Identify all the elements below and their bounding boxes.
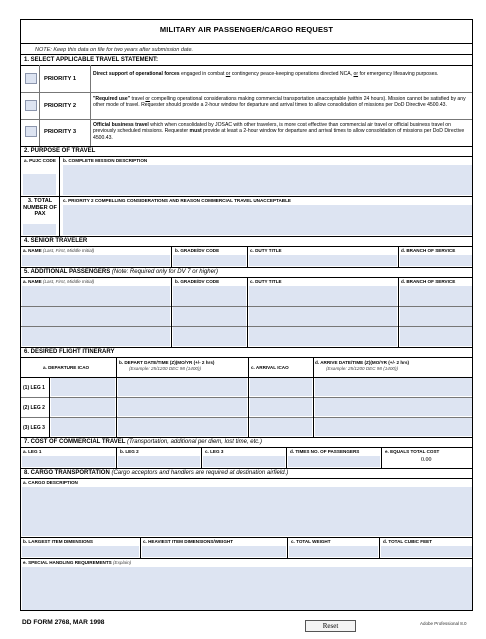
divider: [171, 246, 172, 267]
divider: [21, 43, 472, 44]
section-1-heading: 1. SELECT APPLICABLE TRAVEL STATEMENT:: [24, 57, 159, 63]
cost-leg-2-label: b. LEG 2: [120, 449, 139, 454]
largest-item-field[interactable]: [22, 546, 139, 557]
arrival-icao-label: c. ARRIVAL ICAO: [251, 365, 289, 370]
divider: [21, 468, 472, 469]
total-cost-value: 0.00: [421, 457, 432, 463]
senior-name-field[interactable]: [22, 255, 170, 266]
senior-branch-field[interactable]: [400, 255, 472, 266]
priority-1-label: PRIORITY 1: [44, 76, 77, 82]
special-handling-label: e. SPECIAL HANDLING REQUIREMENTS (Explain): [23, 560, 132, 565]
depart-datetime-label: b. DEPART DATE/TIME (Z)(MO/YR (+/- 2 hrs): [119, 360, 215, 365]
senior-duty-label: c. DUTY TITLE: [250, 248, 282, 253]
total-cubic-feet-label: d. TOTAL CUBIC FEET: [383, 539, 432, 544]
leg-2-departure-icao-field[interactable]: [51, 398, 115, 416]
senior-name-label: a. NAME (Last, First, Middle Initial): [23, 248, 95, 253]
divider: [171, 277, 172, 347]
compelling-considerations-field[interactable]: [63, 205, 472, 235]
pujc-code-field[interactable]: [23, 174, 56, 195]
times-passengers-field[interactable]: [288, 456, 380, 467]
senior-grade-field[interactable]: [173, 255, 246, 266]
reset-button[interactable]: Reset: [305, 620, 356, 632]
leg-3-arrive-datetime-field[interactable]: [315, 418, 472, 436]
divider: [21, 267, 472, 268]
total-cubic-feet-field[interactable]: [381, 546, 472, 557]
departure-icao-label: a. DEPARTURE ICAO: [43, 365, 90, 370]
passenger-duties-field[interactable]: [249, 286, 397, 346]
divider: [247, 246, 248, 267]
divider: [21, 447, 472, 448]
leg-2-depart-datetime-field[interactable]: [118, 398, 247, 416]
divider: [21, 537, 472, 538]
senior-duty-field[interactable]: [249, 255, 397, 266]
section-2-heading: 2. PURPOSE OF TRAVEL: [24, 148, 96, 154]
total-weight-label: c. TOTAL WEIGHT: [291, 539, 331, 544]
passenger-branch-label: d. BRANCH OF SERVICE: [401, 279, 456, 284]
times-passengers-label: d. TIMES NO. OF PASSENGERS: [290, 449, 360, 454]
divider: [21, 558, 472, 559]
priority-3-checkbox[interactable]: [25, 126, 37, 137]
divider: [21, 119, 472, 120]
leg-1-depart-datetime-field[interactable]: [118, 378, 247, 396]
divider: [116, 447, 117, 468]
divider: [398, 277, 399, 347]
divider: [21, 54, 472, 55]
divider: [21, 478, 472, 479]
divider: [21, 437, 472, 438]
divider: [313, 357, 314, 437]
divider: [116, 357, 117, 437]
largest-item-label: b. LARGEST ITEM DIMENSIONS: [23, 539, 93, 544]
priority-2-checkbox[interactable]: [25, 100, 37, 111]
heaviest-item-label: c. HEAVIEST ITEM DIMENSIONS/WEIGHT: [143, 539, 234, 544]
divider: [90, 65, 91, 146]
leg-1-arrive-datetime-field[interactable]: [315, 378, 472, 396]
divider: [21, 92, 472, 93]
section-7-heading: 7. COST OF COMMERCIAL TRAVEL (Transportation, additional per diem, lost time, etc.): [24, 439, 262, 445]
special-handling-field[interactable]: [22, 567, 472, 610]
leg-2-arrive-datetime-field[interactable]: [315, 398, 472, 416]
divider: [21, 357, 472, 358]
divider: [59, 196, 60, 236]
divider: [398, 246, 399, 267]
form-title: MILITARY AIR PASSENGER/CARGO REQUEST: [159, 25, 334, 34]
leg-1-arrival-icao-field[interactable]: [250, 378, 312, 396]
leg-2-label: (2) LEG 2: [23, 405, 45, 411]
passenger-duty-label: c. DUTY TITLE: [250, 279, 282, 284]
divider: [379, 537, 380, 558]
divider: [21, 156, 472, 157]
leg-1-departure-icao-field[interactable]: [51, 378, 115, 396]
leg-2-arrival-icao-field[interactable]: [250, 398, 312, 416]
divider: [39, 65, 40, 146]
passenger-names-field[interactable]: [22, 286, 170, 346]
section-6-heading: 6. DESIRED FLIGHT ITINERARY: [24, 349, 115, 355]
leg-3-label: (3) LEG 3: [23, 425, 45, 431]
priority-1-checkbox[interactable]: [25, 73, 37, 84]
section-4-heading: 4. SENIOR TRAVELER: [24, 238, 88, 244]
divider: [247, 277, 248, 347]
cost-leg-3-label: c. LEG 3: [205, 449, 224, 454]
divider: [21, 196, 472, 197]
passenger-grades-field[interactable]: [173, 286, 246, 346]
mission-description-label: b. COMPLETE MISSION DESCRIPTION: [63, 158, 148, 163]
passenger-name-label: a. NAME (Last, First, Middle Initial): [23, 279, 95, 284]
divider: [21, 146, 472, 147]
leg-3-departure-icao-field[interactable]: [51, 418, 115, 436]
cargo-description-field[interactable]: [22, 487, 472, 536]
total-pax-label: 3. TOTAL NUMBER OF PAX: [23, 198, 57, 218]
section-5-heading: 5. ADDITIONAL PASSENGERS (Note: Required only for DV 7 or higher): [24, 269, 218, 275]
equals-total-cost-label: e. EQUALS TOTAL COST: [385, 449, 440, 454]
form-frame: [20, 19, 473, 611]
form-number: DD FORM 2768, MAR 1998: [22, 619, 105, 626]
leg-3-arrival-icao-field[interactable]: [250, 418, 312, 436]
arrive-datetime-label: d. ARRIVE DATE/TIME (Z)(MO/YR (+/- 2 hrs): [315, 360, 410, 365]
cost-leg-2-field[interactable]: [118, 456, 200, 467]
priority-3-label: PRIORITY 3: [44, 129, 77, 135]
divider: [49, 377, 50, 437]
compelling-considerations-label: c. PRIORITY 2 COMPELLING CONSIDERATIONS AND REASON COMMERCIAL TRAVEL UNACCEPTABLE: [63, 198, 291, 203]
priority-1-text: Direct support of operational forces engaged in combat or contingency peace-keeping operations directed NCA, or for emergency lifesaving purposes.: [93, 71, 439, 77]
pujc-code-label: a. PUJC CODE: [24, 158, 56, 163]
depart-datetime-example: (Example: 25/1200 DEC 98 (1400)): [129, 366, 202, 371]
divider: [201, 447, 202, 468]
divider: [21, 347, 472, 348]
mission-description-field[interactable]: [63, 165, 472, 195]
heaviest-item-field[interactable]: [142, 546, 286, 557]
senior-grade-label: b. GRADE/DV CODE: [175, 248, 220, 253]
divider: [21, 236, 472, 237]
retention-note: NOTE: Keep this data on file for two years after submission date.: [35, 47, 194, 53]
arrive-datetime-example: (Example: 25/1200 DEC 98 (1400)): [326, 366, 399, 371]
total-weight-field[interactable]: [289, 546, 378, 557]
divider: [286, 447, 287, 468]
divider: [140, 537, 141, 558]
priority-3-text: Official business travel which when consolidated by JOSAC with other travelers, is more cost effective than commercial air travel or official business travel on previously scheduled missions. Requester must provide at least a 2-hour window for departure and arrival times to allow consolidation of missions per DoD Directive 4500.43.: [93, 122, 465, 141]
passenger-grade-label: b. GRADE/DV CODE: [175, 279, 220, 284]
leg-3-depart-datetime-field[interactable]: [118, 418, 247, 436]
priority-2-text: "Required use" travel or compelling operational considerations making commercial transportation unacceptable (within 24 hours). Mission cannot be satisfied by any other mode of travel. Requester should provide a 2-hour window for departure and arrival times to allow consolidation of missions per DoD Directive 4500.43.: [93, 96, 466, 109]
priority-2-label: PRIORITY 2: [44, 103, 77, 109]
divider: [381, 447, 382, 468]
divider: [21, 65, 472, 66]
divider: [248, 357, 249, 437]
cost-leg-1-label: a. LEG 1: [23, 449, 42, 454]
leg-1-label: (1) LEG 1: [23, 385, 45, 391]
divider: [287, 537, 288, 558]
software-version: Adobe Professional 8.0: [420, 621, 467, 626]
section-8-heading: 8. CARGO TRANSPORTATION (Cargo acceptors and handlers are required at destination airfield.): [24, 470, 289, 476]
cost-leg-3-field[interactable]: [203, 456, 285, 467]
passenger-branches-field[interactable]: [400, 286, 472, 346]
senior-branch-label: d. BRANCH OF SERVICE: [401, 248, 456, 253]
total-pax-field[interactable]: [23, 224, 56, 235]
cost-leg-1-field[interactable]: [22, 456, 115, 467]
cargo-description-label: a. CARGO DESCRIPTION: [23, 480, 78, 485]
